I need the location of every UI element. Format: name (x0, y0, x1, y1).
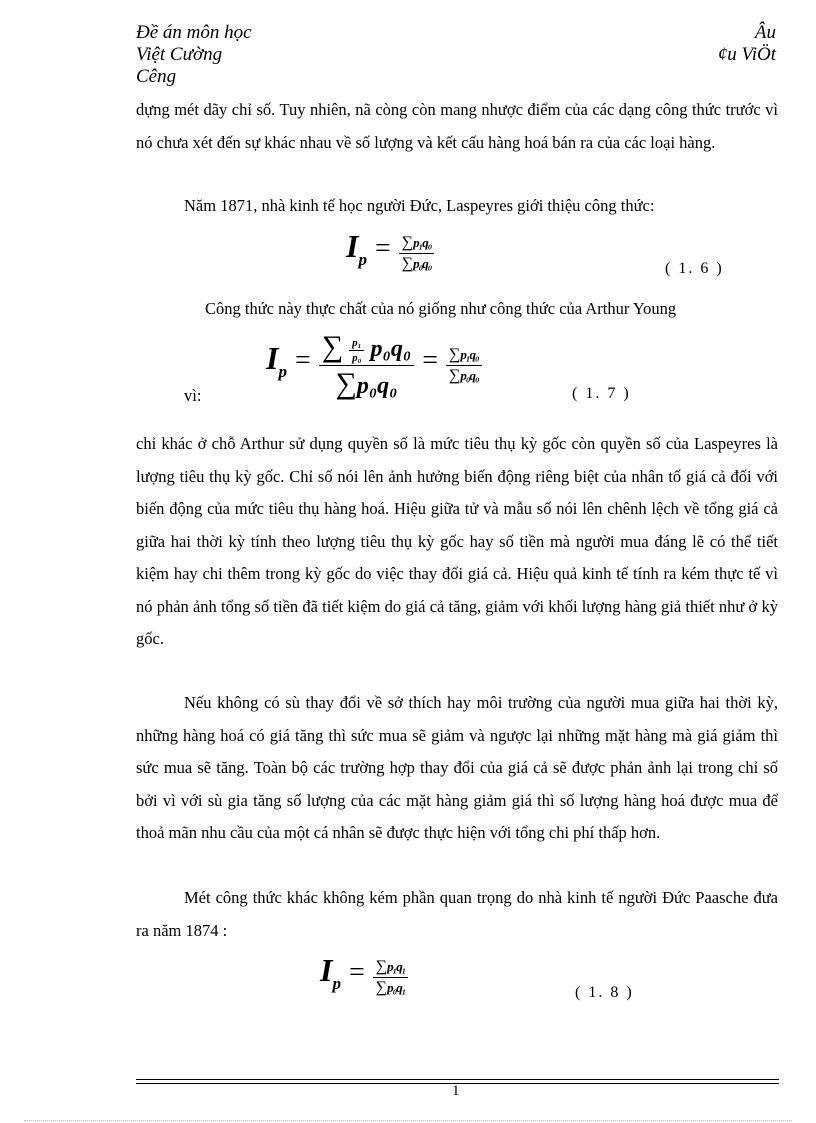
formula-1-8: Ip = $\frac{\text{∑p₁q₁}}{\text{∑p₀q₁}}$ (320, 952, 408, 997)
paragraph-2: Năm 1871, nhà kinh tế học người Đức, Laspeyres giới thiệu công thức: (184, 196, 655, 215)
paragraph-1: dựng mét dãy chỉ số. Tuy nhiên, nã còng còn mang nhược điểm của các dạng công thức trước vì nó chưa xét đến sự khác nhau về số lượng và kết cấu hàng hoá bán ra của các loại hàng. (136, 100, 778, 152)
formula-denominator: p₀q₁ (387, 979, 406, 995)
footer-rule-top (136, 1079, 779, 1080)
formula-numerator: p₁q₁ (387, 958, 406, 974)
header-right-line2: ¢u ViÖt (717, 44, 776, 65)
formula-numerator: p₁q₀ (413, 234, 432, 250)
formula-denominator: p₀q₀ (413, 255, 432, 271)
header-title: Đề án môn học (136, 22, 252, 43)
header-author-line1: Việt Cường (136, 44, 223, 65)
formula-inner-numerator: p₁ (349, 337, 364, 351)
formula-lhs-sub: p (332, 974, 341, 993)
header-author-line2: Cêng (136, 66, 177, 87)
formula-mid-denominator: p₀q₀ (356, 373, 398, 399)
formula-1-6: Ip = $\frac{\text{∑p₁q₀}}{\text{∑p₀q₀}}$ (346, 228, 434, 273)
equation-number-1-8: ( 1. 8 ) (575, 984, 634, 1001)
equation-number-1-6: ( 1. 6 ) (665, 260, 724, 277)
formula-1-7: Ip = ∑ $\frac{\text{p₁}}{\text{p₀}}$ p₀q₀ ∑p₀q₀ = $\frac{\text{∑p₁q₀}}{\text{∑p₀q₀}}$ (266, 330, 482, 401)
page-number: 1 (452, 1083, 460, 1099)
header-right (718, 22, 776, 66)
equation-number-1-7: ( 1. 7 ) (572, 385, 631, 402)
formula-lhs: I (266, 340, 279, 377)
formula-denominator: p₀q₀ (460, 368, 479, 383)
formula-lhs-sub: p (358, 250, 367, 269)
header-right-line1: Âu (754, 22, 776, 43)
paragraph-3: Công thức này thực chất của nó giống như công thức của Arthur Young (205, 299, 677, 318)
formula-lhs: I (320, 952, 333, 988)
formula-numerator: p₁q₀ (460, 347, 479, 362)
formula-lhs-sub: p (278, 362, 287, 382)
paragraph-3-vi: vì: (184, 386, 202, 405)
header-left (136, 22, 252, 88)
formula-mid-numerator-tail: p₀q₀ (370, 336, 412, 362)
formula-lhs: I (346, 228, 359, 264)
formula-inner-denominator: p₀ (352, 351, 362, 364)
paragraph-4: chỉ khác ở chỗ Arthur sử dụng quyền số là mức tiêu thụ kỳ gốc còn quyền số của Laspeyres là lượng tiêu thụ kỳ gốc. Chỉ số nói lên ảnh hưởng biến động riêng biệt của nhân tố giá cả đối với biến động của mức tiêu thụ hàng hoá. Hiệu giữa tử và mẫu số nói lên chênh lệch về tổng giá cả giữa hai thời kỳ tính theo lượng tiêu thụ kỳ gốc hay số tiền mà người mua đáng lẽ có thể tiết kiệm hay chi thêm trong kỳ gốc do việc thay đổi giá cả. Hiệu quả kinh tế tính ra kém thực tế vì nó phản ảnh tổng số tiền đã tiết kiệm do giá cả tăng, giảm với khối lượng hàng giả thiết như ở kỳ gốc. (136, 434, 778, 648)
paragraph-6: Mét công thức khác không kém phần quan trọng do nhà kinh tế người Đức Paasche đưa ra năm 1874 : (136, 888, 778, 940)
paragraph-5: Nếu không có sù thay đổi về sở thích hay môi trường của người mua giữa hai thời kỳ, những hàng hoá có giá tăng thì sức mua sẽ giảm và ngược lại những mặt hàng mà giá giảm thì sức mua sẽ tăng. Toàn bộ các trường hợp thay đổi của giá cả sẽ được phản ảnh lại trong chỉ số bởi vì với sù gia tăng số lượng của các mặt hàng giảm giá thì số lượng hàng hoá được mua để thoả mãn nhu cầu của một cá nhân sẽ được thực hiện với tổng chi phí thấp hơn. (136, 693, 778, 842)
page-bottom-dotted-line (24, 1120, 792, 1121)
